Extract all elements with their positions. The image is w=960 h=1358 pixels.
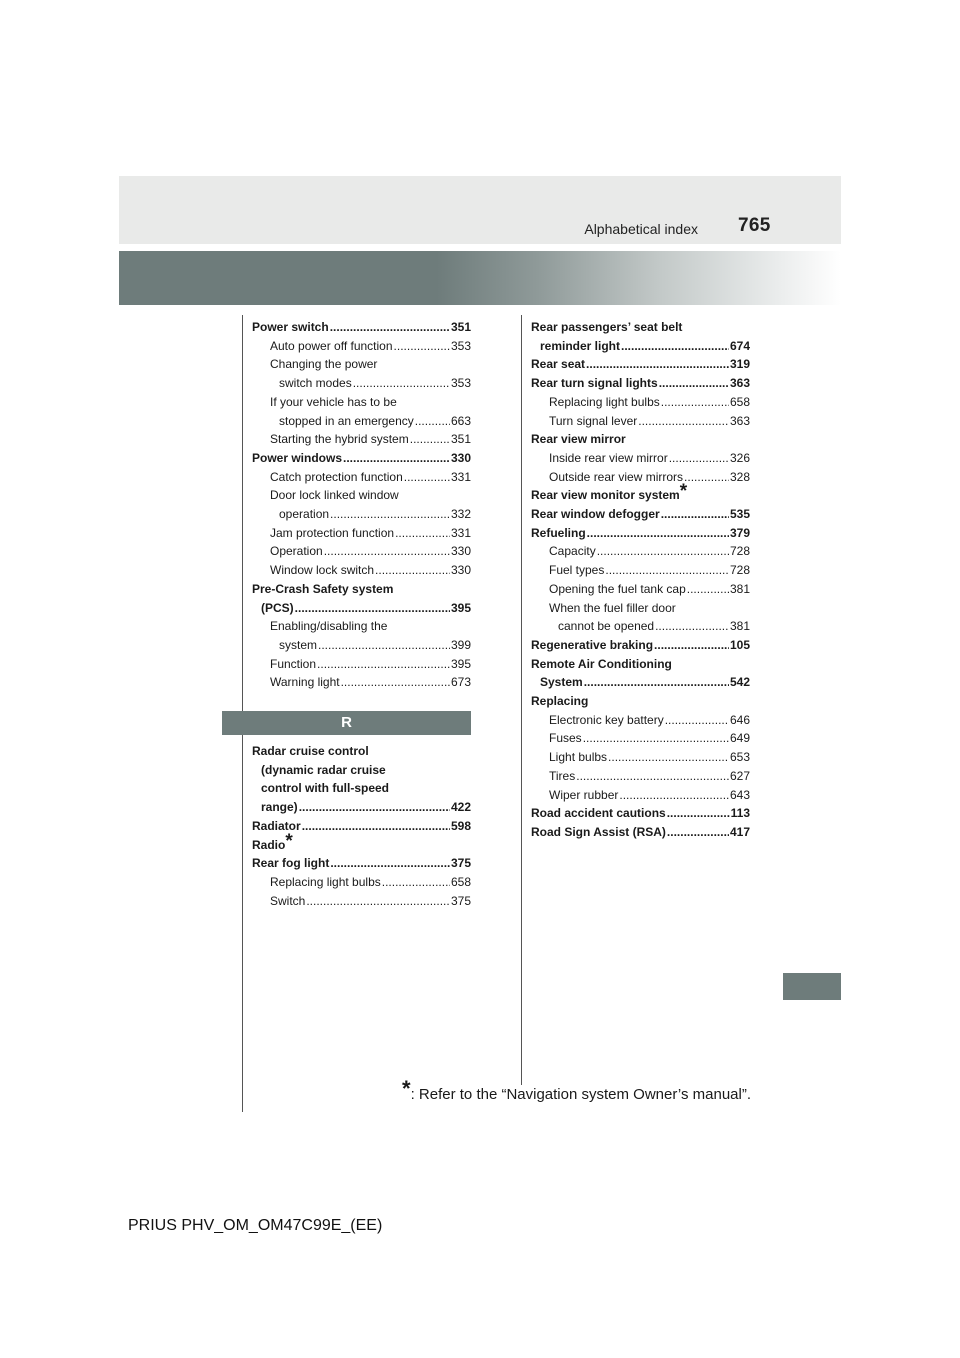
index-subentry[interactable]: Replacing light bulbs ..... 658 <box>252 873 471 892</box>
index-subentry[interactable]: Fuel types ..... 728 <box>531 561 750 580</box>
index-entry-line: Rear passengers’ seat belt <box>531 320 683 334</box>
index-entry[interactable]: Radio* <box>252 830 293 852</box>
footnote-text: : Refer to the “Navigation system Owner’s manual”. <box>410 1086 751 1103</box>
index-entry[interactable]: range) ..... 422 <box>252 798 471 817</box>
index-subentry[interactable]: Tires ..... 627 <box>531 767 750 786</box>
index-entry[interactable]: Radiator ..... 598 <box>252 817 471 836</box>
index-entry[interactable]: System ..... 542 <box>531 673 750 692</box>
index-entry-line: Radar cruise control <box>252 744 369 759</box>
index-entry-line: control with full-speed <box>261 781 389 796</box>
index-subentry[interactable]: Window lock switch ..... 330 <box>252 561 471 580</box>
index-subentry[interactable]: Function ..... 395 <box>252 655 471 674</box>
footnote-asterisk: * <box>285 830 293 852</box>
index-entry[interactable]: Replacing <box>531 694 589 709</box>
index-subentry[interactable]: Replacing light bulbs ..... 658 <box>531 393 750 412</box>
index-entry[interactable]: Rear turn signal lights ..... 363 <box>531 374 750 393</box>
section-title: Alphabetical index <box>584 221 698 237</box>
index-entry-line: Pre-Crash Safety system <box>252 581 394 596</box>
index-entry-line: (dynamic radar cruise <box>261 762 386 777</box>
footnote <box>380 1076 751 1103</box>
index-subentry[interactable]: stopped in an emergency ..... 663 <box>252 412 471 431</box>
index-subentry-line: Enabling/disabling the <box>270 619 388 634</box>
index-column-left <box>252 318 471 910</box>
index-subentry[interactable]: system ..... 399 <box>252 636 471 655</box>
index-subentry[interactable]: Auto power off function ..... 353 <box>252 337 471 356</box>
index-subentry[interactable]: Catch protection function ..... 331 <box>252 468 471 487</box>
letter-heading-bar: R <box>222 711 471 735</box>
index-entry[interactable]: Regenerative braking ..... 105 <box>531 636 750 655</box>
index-subentry[interactable]: Outside rear view mirrors ..... 328 <box>531 468 750 487</box>
index-entry[interactable]: Rear seat ..... 319 <box>531 355 750 374</box>
index-subentry[interactable]: Electronic key battery ..... 646 <box>531 711 750 730</box>
section-side-tab <box>783 973 841 1000</box>
index-entry[interactable]: Road Sign Assist (RSA) ..... 417 <box>531 823 750 842</box>
index-entry-line: Remote Air Conditioning <box>531 656 672 671</box>
index-entry[interactable]: (PCS) ..... 395 <box>252 599 471 618</box>
index-subentry[interactable]: Fuses ..... 649 <box>531 729 750 748</box>
index-column-right <box>531 318 750 842</box>
index-subentry[interactable]: Light bulbs ..... 653 <box>531 748 750 767</box>
index-subentry[interactable]: Wiper rubber ..... 643 <box>531 786 750 805</box>
column-divider-middle <box>521 315 522 1085</box>
document-footer: PRIUS PHV_OM_OM47C99E_(EE) <box>128 1217 383 1234</box>
index-subentry[interactable]: Inside rear view mirror ..... 326 <box>531 449 750 468</box>
footnote-asterisk: * <box>402 1076 411 1101</box>
footnote-asterisk: * <box>679 481 688 503</box>
index-subentry[interactable]: operation ..... 332 <box>252 505 471 524</box>
index-subentry[interactable]: Capacity ..... 728 <box>531 542 750 561</box>
index-subentry[interactable]: Turn signal lever ..... 363 <box>531 412 750 431</box>
index-subentry[interactable]: Switch ..... 375 <box>252 892 471 911</box>
index-entry[interactable]: Power windows ..... 330 <box>252 449 471 468</box>
index-subentry-line: Door lock linked window <box>270 488 399 503</box>
index-subentry[interactable]: Warning light ..... 673 <box>252 673 471 692</box>
index-subentry[interactable]: Opening the fuel tank cap ..... 381 <box>531 580 750 599</box>
index-entry[interactable]: Rear view mirror <box>531 432 626 447</box>
index-entry[interactable]: Rear window defogger ..... 535 <box>531 505 750 524</box>
index-subentry[interactable]: Jam protection function ..... 331 <box>252 524 471 543</box>
index-subentry-line: Changing the power <box>270 357 378 372</box>
index-entry[interactable]: Rear view monitor system* <box>531 481 688 503</box>
index-subentry-line: When the fuel filler door <box>549 600 676 615</box>
index-entry[interactable]: Refueling ..... 379 <box>531 524 750 543</box>
page-number: 765 <box>738 215 771 236</box>
decorative-gradient-band <box>119 251 841 305</box>
index-subentry-line: If your vehicle has to be <box>270 394 397 409</box>
index-entry[interactable]: reminder light ..... 674 <box>531 337 750 356</box>
index-subentry[interactable]: Operation ..... 330 <box>252 542 471 561</box>
index-entry[interactable]: Road accident cautions ..... 113 <box>531 804 750 823</box>
index-entry[interactable]: Rear fog light ..... 375 <box>252 854 471 873</box>
header-band <box>119 176 841 244</box>
index-subentry[interactable]: switch modes ..... 353 <box>252 374 471 393</box>
index-subentry[interactable]: Starting the hybrid system ..... 351 <box>252 430 471 449</box>
index-entry[interactable]: Power switch ..... 351 <box>252 318 471 337</box>
index-subentry[interactable]: cannot be opened ..... 381 <box>531 617 750 636</box>
